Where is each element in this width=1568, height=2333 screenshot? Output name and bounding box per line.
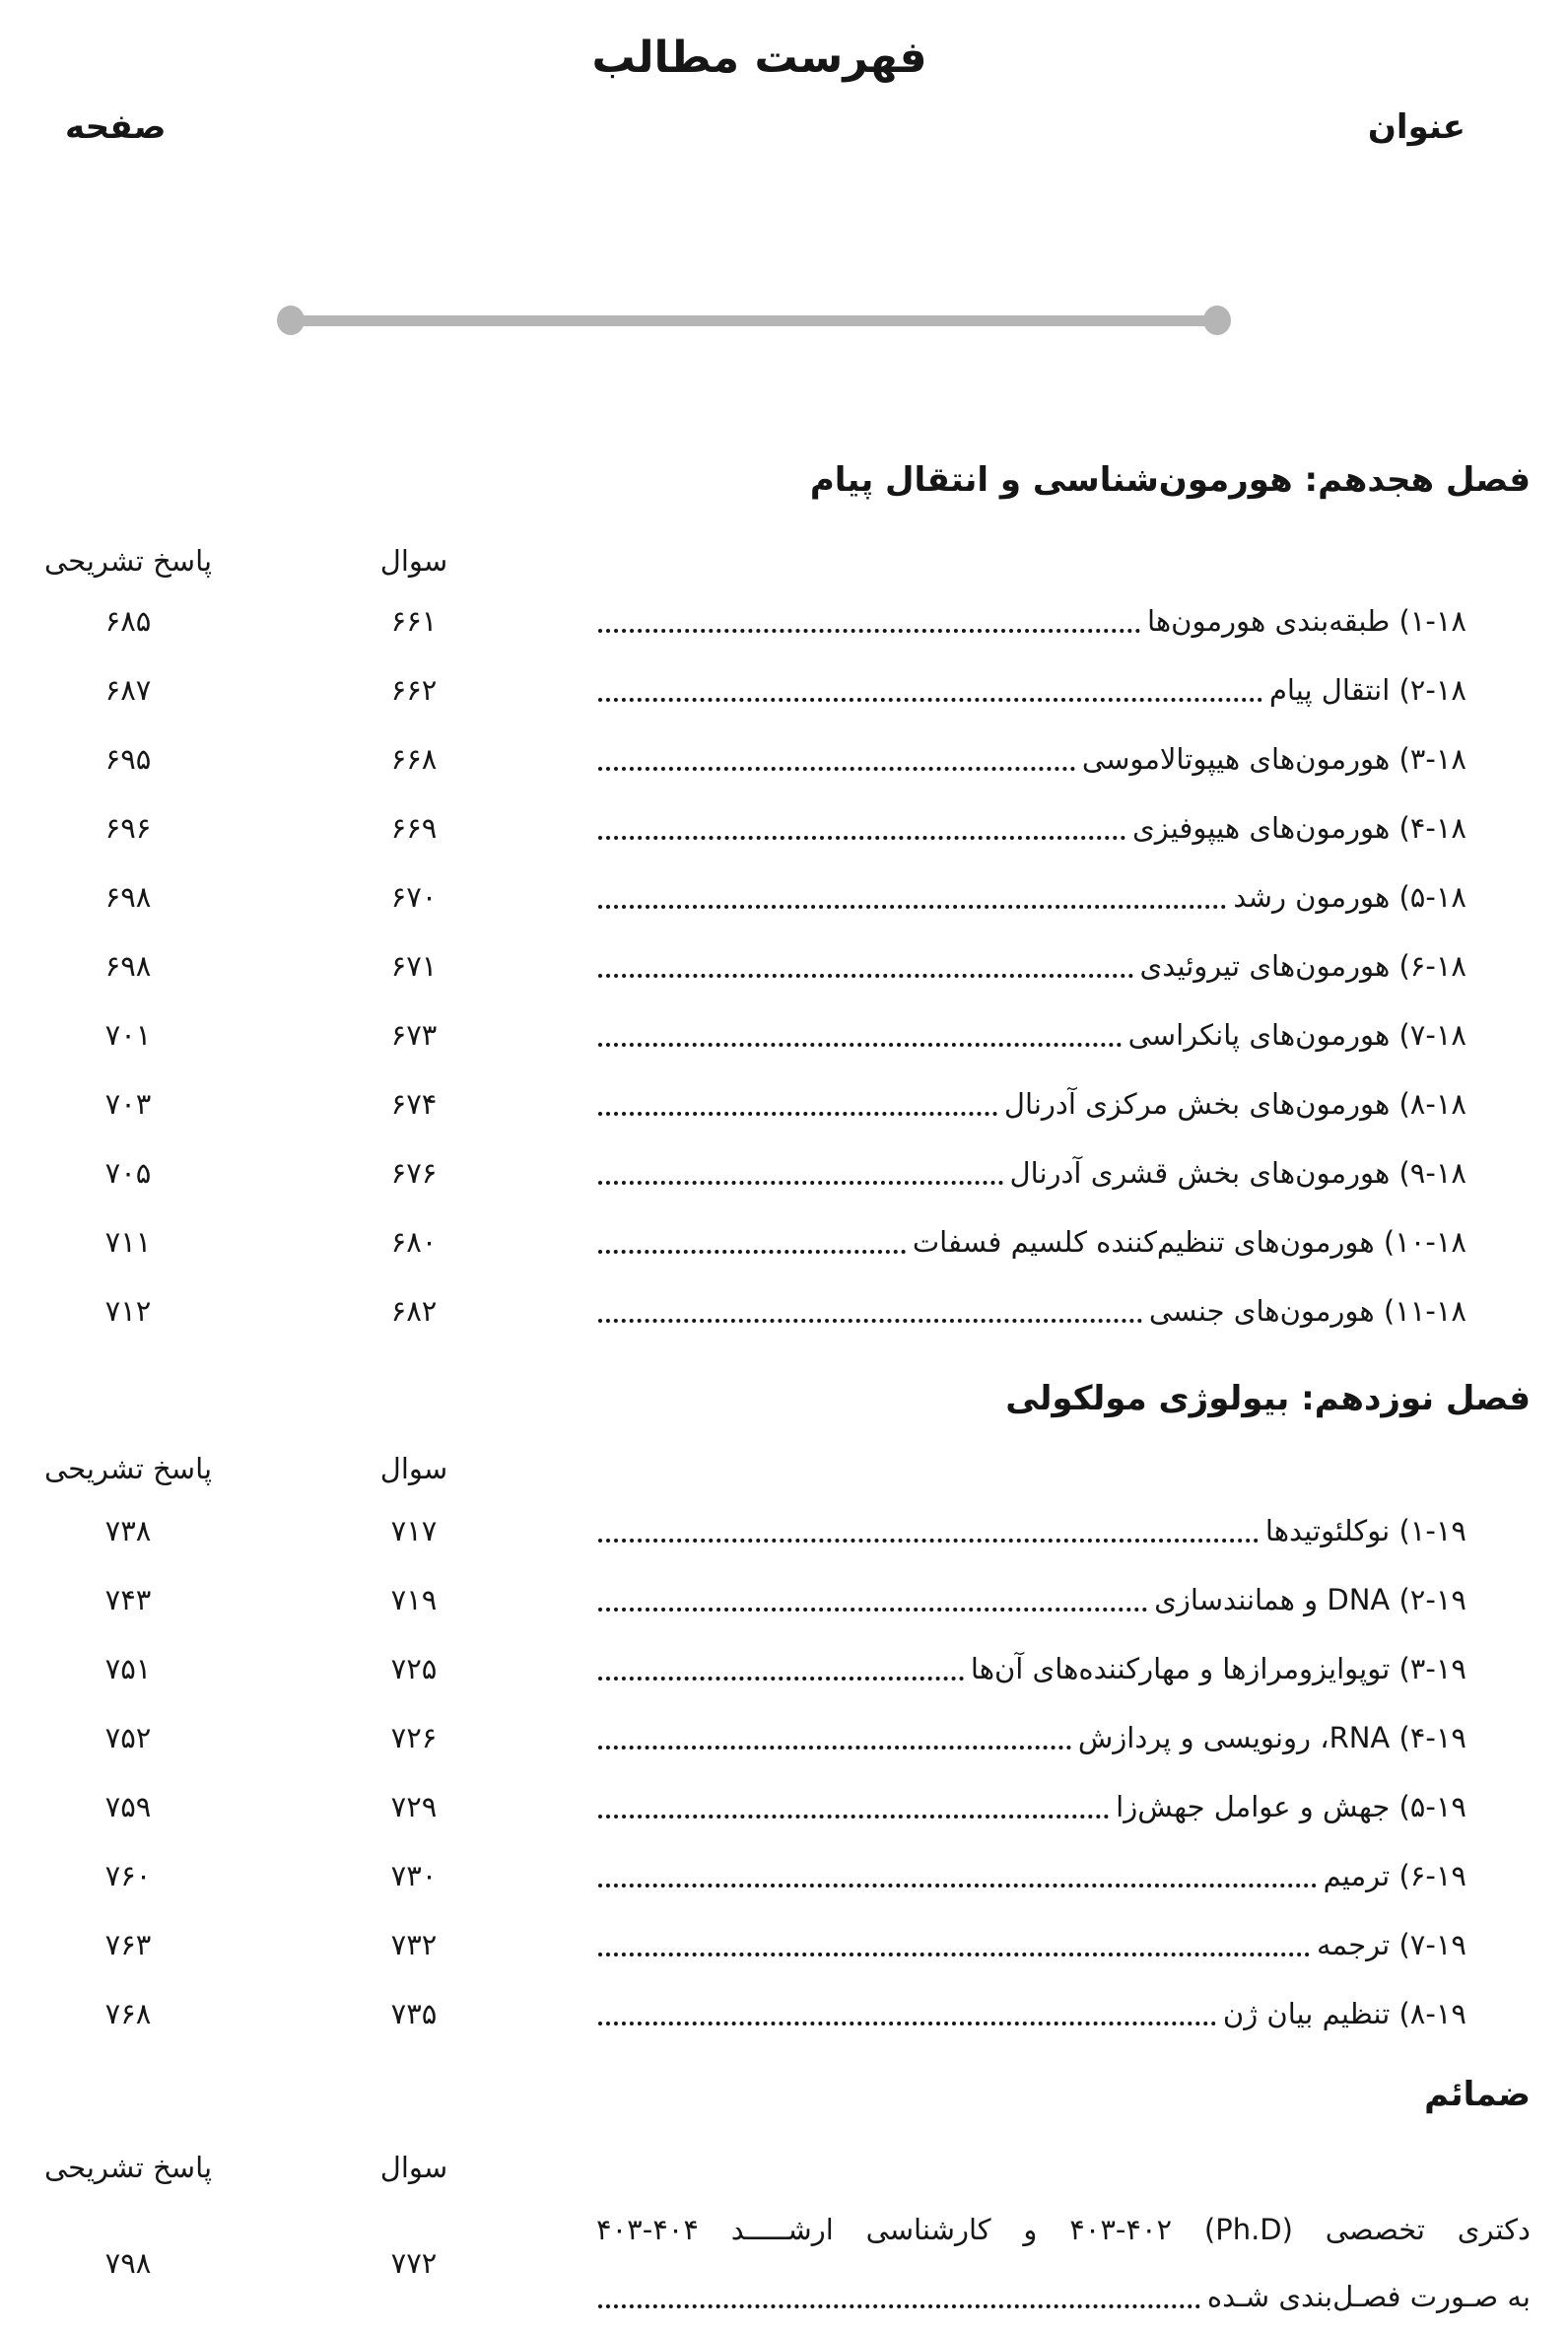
answer-page-number: ۷۵۹: [104, 1790, 152, 1823]
dotted-leader: [598, 1250, 906, 1254]
question-page-number: ۶۸۲: [390, 1294, 438, 1328]
toc-entry: [596, 1634, 1466, 1703]
dotted-leader: [598, 1746, 1071, 1750]
answer-page-number: ۷۱۱: [104, 1225, 152, 1259]
toc-entry: [596, 1772, 1466, 1841]
toc-entry: [596, 1000, 1466, 1069]
toc-row: [0, 1069, 1568, 1138]
answer-page-number: ۷۱۲: [104, 1294, 152, 1328]
answer-page-number: ۷۶۰: [104, 1859, 152, 1892]
toc-row: [0, 1276, 1568, 1345]
answer-page-number: ۶۸۵: [104, 604, 152, 638]
answer-page-number: ۶۹۵: [104, 742, 152, 776]
question-page-number: ۶۶۸: [390, 742, 438, 776]
toc-entry: [596, 586, 1466, 655]
answer-page-number: ۷۹۸: [104, 2246, 152, 2280]
question-page-number: ۷۳۵: [390, 1997, 438, 2030]
divider-line: [290, 315, 1218, 326]
toc-entry: [596, 655, 1466, 724]
dotted-leader: [598, 1953, 1310, 1956]
toc-entry-title: ۵-۱۹) جهش و عوامل جهش‌زا: [1116, 1790, 1466, 1823]
appendix-entry-title-line1: دکتری تخصصی (Ph.D) ۴۰۳-۴۰۲ و کارشناسی ارشـــــد ۴۰۴-۴۰۳: [596, 2213, 1531, 2246]
answer-page-number: ۷۶۳: [104, 1928, 152, 1961]
toc-row: [0, 1979, 1568, 2048]
toc-entry: [596, 1565, 1466, 1634]
toc-entry-title: ۹-۱۸) هورمون‌های بخش قشری آدرنال: [1009, 1156, 1466, 1190]
appendix-column-headers: [0, 2148, 1568, 2187]
toc-row: [0, 1565, 1568, 1634]
toc-row: [0, 1496, 1568, 1565]
toc-entry-title: ۷-۱۸) هورمون‌های پانکراسی: [1127, 1018, 1466, 1052]
toc-entry: [596, 931, 1466, 1000]
dotted-leader: [598, 1539, 1259, 1543]
answer-page-number: ۷۰۵: [104, 1156, 152, 1190]
toc-row: [0, 724, 1568, 793]
toc-entry-title: ۴-۱۹) RNA، رونویسی و پردازش: [1077, 1721, 1466, 1754]
chapter-heading: فصل هجدهم: هورمون‌شناسی و انتقال پیام: [809, 460, 1531, 500]
toc-entry: [596, 724, 1466, 793]
page-title: فهرست مطالب: [591, 33, 927, 83]
toc-entry-title: ۸-۱۹) تنظیم بیان ژن: [1222, 1997, 1466, 2030]
dotted-leader: [598, 1815, 1109, 1818]
question-page-number: ۷۲۶: [390, 1721, 438, 1754]
question-page-number: ۶۷۰: [390, 880, 438, 914]
toc-row: [0, 1910, 1568, 1979]
dotted-leader: [598, 2304, 1200, 2308]
toc-row: [0, 931, 1568, 1000]
question-page-number: ۷۳۲: [390, 1928, 438, 1961]
dotted-leader: [598, 1319, 1142, 1323]
toc-row: [0, 1000, 1568, 1069]
toc-entry-title: ۶-۱۸) هورمون‌های تیروئیدی: [1139, 949, 1466, 983]
question-page-number: ۶۶۹: [390, 811, 438, 845]
toc-entry-title: ۱۰-۱۸) هورمون‌های تنظیم‌کننده کلسیم فسفات: [912, 1225, 1466, 1259]
toc-row: [0, 1703, 1568, 1772]
dotted-leader: [598, 1043, 1122, 1047]
toc-entry: [596, 1069, 1466, 1138]
dotted-leader: [598, 1181, 1003, 1185]
toc-row: [0, 586, 1568, 655]
appendix-heading: ضمائم: [1424, 2075, 1531, 2114]
toc-entry-title: ۳-۱۹) توپوایزومرازها و مهارکننده‌های آن‌ها: [970, 1652, 1466, 1685]
toc-entry: [596, 1841, 1466, 1910]
question-column-header: سوال: [379, 544, 448, 578]
toc-entry-title: ۴-۱۸) هورمون‌های هیپوفیزی: [1132, 811, 1466, 845]
answer-column-header: پاسخ تشریحی: [43, 1452, 213, 1485]
toc-entry: [596, 1207, 1466, 1276]
answer-page-number: ۶۹۸: [104, 949, 152, 983]
question-page-number: ۶۶۲: [390, 673, 438, 707]
question-page-number: ۷۱۷: [390, 1514, 438, 1547]
dotted-leader: [598, 698, 1262, 702]
question-page-number: ۶۶۱: [390, 604, 438, 638]
toc-row: [0, 1207, 1568, 1276]
toc-entry-title: ۸-۱۸) هورمون‌های بخش مرکزی آدرنال: [1003, 1087, 1466, 1121]
toc-entry-title: ۵-۱۸) هورمون رشد: [1233, 880, 1466, 914]
question-page-number: ۶۷۶: [390, 1156, 438, 1190]
toc-entry-title: ۲-۱۹) DNA و همانندسازی: [1154, 1583, 1466, 1616]
toc-row: [0, 862, 1568, 931]
answer-column-header: پاسخ تشریحی: [43, 2151, 213, 2184]
answer-page-number: ۷۵۲: [104, 1721, 152, 1754]
question-page-number: ۶۸۰: [390, 1225, 438, 1259]
header-page-label: صفحه: [65, 107, 167, 147]
answer-column-header: پاسخ تشریحی: [43, 544, 213, 578]
dotted-leader: [598, 974, 1133, 978]
toc-row: [0, 793, 1568, 862]
toc-entry-title: ۱-۱۸) طبقه‌بندی هورمون‌ها: [1147, 604, 1466, 638]
appendix-entry-title-line2: به صـورت فصـل‌بندی شـده: [1206, 2280, 1531, 2313]
dotted-leader: [598, 767, 1075, 771]
toc-row: [0, 655, 1568, 724]
question-page-number: ۶۷۱: [390, 949, 438, 983]
dotted-leader: [598, 2022, 1216, 2025]
answer-page-number: ۷۰۳: [104, 1087, 152, 1121]
toc-entry: [596, 793, 1466, 862]
dotted-leader: [598, 629, 1140, 633]
dotted-leader: [598, 836, 1125, 840]
question-page-number: ۷۱۹: [390, 1583, 438, 1616]
toc-row: [0, 1634, 1568, 1703]
answer-page-number: ۷۶۸: [104, 1997, 152, 2030]
chapter-heading: فصل نوزدهم: بیولوژی مولکولی: [1005, 1379, 1531, 1418]
header-title-label: عنوان: [1367, 107, 1466, 147]
question-page-number: ۷۲۵: [390, 1652, 438, 1685]
toc-entry: [596, 1979, 1466, 2048]
toc-entry: [596, 862, 1466, 931]
column-headers: [0, 1449, 1568, 1488]
question-column-header: سوال: [379, 2151, 448, 2184]
column-headers: [0, 541, 1568, 581]
toc-entry: [596, 1910, 1466, 1979]
dotted-leader: [598, 1112, 997, 1116]
answer-page-number: ۶۹۸: [104, 880, 152, 914]
toc-entry: [596, 1276, 1466, 1345]
toc-entry-title: ۶-۱۹) ترمیم: [1323, 1859, 1466, 1892]
answer-page-number: ۷۵۱: [104, 1652, 152, 1685]
question-page-number: ۷۳۰: [390, 1859, 438, 1892]
toc-entry: [596, 1496, 1466, 1565]
toc-row: [0, 1772, 1568, 1841]
toc-entry-title: ۲-۱۸) انتقال پیام: [1268, 673, 1466, 707]
answer-page-number: ۷۰۱: [104, 1018, 152, 1052]
answer-page-number: ۷۳۸: [104, 1514, 152, 1547]
question-page-number: ۷۲۹: [390, 1790, 438, 1823]
appendix-entry-title-line2-row: [596, 2262, 1531, 2331]
question-page-number: ۶۷۳: [390, 1018, 438, 1052]
toc-row: [0, 1841, 1568, 1910]
question-page-number: ۶۷۴: [390, 1087, 438, 1121]
question-page-number: ۷۷۲: [390, 2246, 438, 2280]
answer-page-number: ۶۹۶: [104, 811, 152, 845]
toc-entry-title: ۳-۱۸) هورمون‌های هیپوتالاموسی: [1081, 742, 1466, 776]
answer-page-number: ۷۴۳: [104, 1583, 152, 1616]
dotted-leader: [598, 1884, 1317, 1887]
toc-entry: [596, 1138, 1466, 1207]
question-column-header: سوال: [379, 1452, 448, 1485]
dotted-leader: [598, 1677, 964, 1681]
toc-entry-title: ۱۱-۱۸) هورمون‌های جنسی: [1148, 1294, 1466, 1328]
toc-row: [0, 1138, 1568, 1207]
toc-entry-title: ۷-۱۹) ترجمه: [1316, 1928, 1466, 1961]
toc-entry-title: ۱-۱۹) نوکلئوتیدها: [1264, 1514, 1466, 1547]
dotted-leader: [598, 905, 1226, 909]
answer-page-number: ۶۸۷: [104, 673, 152, 707]
dotted-leader: [598, 1608, 1147, 1612]
toc-entry: [596, 1703, 1466, 1772]
